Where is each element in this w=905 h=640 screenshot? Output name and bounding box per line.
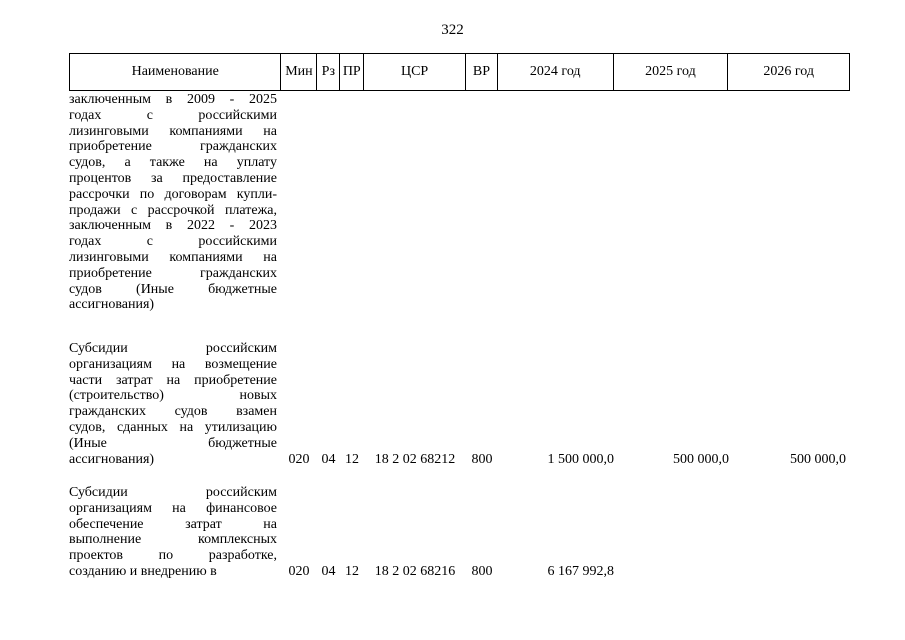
cell-pr: 12 [345, 564, 359, 579]
row-name-line: созданию и внедрению в [69, 563, 217, 579]
row-name-line: судов, сданных на утилизацию [69, 419, 277, 435]
row-name-line: Субсидии российским [69, 341, 277, 356]
row-name [69, 485, 277, 580]
cell-y2025: 500 000,0 [673, 451, 729, 467]
row-name-line: годах с российскими [69, 107, 277, 123]
cell-y2026: 500 000,0 [790, 451, 846, 467]
cell-min: 020 [288, 564, 310, 579]
row-name-line: приобретение гражданских [69, 139, 277, 155]
cell-pr: 12 [345, 451, 359, 467]
row-name-line: лизинговыми компаниями на [69, 249, 277, 265]
header-vr: ВР [466, 54, 498, 90]
table-header [69, 53, 850, 91]
cell-y2024: 6 167 992,8 [547, 564, 614, 579]
row-name [69, 341, 277, 467]
cell-y2024: 1 500 000,0 [547, 451, 614, 467]
row-name-line: проектов по разработке, [69, 548, 277, 564]
cell-min: 020 [288, 451, 310, 467]
row-name-line: судов (Иные бюджетные [69, 281, 277, 297]
cell-rz: 04 [321, 451, 336, 467]
row-name-line: Субсидии российским [69, 485, 277, 500]
header-pr: ПР [340, 54, 364, 90]
row-name-line: ассигнования) [69, 451, 155, 467]
row-name-line: судов, а также на уплату [69, 155, 277, 171]
row-name [69, 92, 277, 313]
page-number: 322 [441, 22, 464, 38]
row-name-line: лизинговыми компаниями на [69, 123, 277, 139]
header-rz: Рз [317, 54, 340, 90]
header-2024: 2024 год [498, 54, 614, 90]
row-name-line: продажи с рассрочкой платежа, [69, 202, 277, 218]
cell-csr: 18 2 02 68212 [374, 451, 456, 467]
row-name-line: выполнение комплексных [69, 532, 277, 548]
row-name-line: ассигнования) [69, 297, 155, 313]
header-csr: ЦСР [364, 54, 466, 90]
row-name-line: организациям на возмещение [69, 356, 277, 372]
row-name-line: приобретение гражданских [69, 265, 277, 281]
row-name-line: рассрочки по договорам купли- [69, 186, 277, 202]
cell-vr: 800 [471, 564, 493, 579]
row-name-line: части затрат на приобретение [69, 372, 277, 388]
row-name-line: процентов за предоставление [69, 170, 277, 186]
row-name-line: обеспечение затрат на [69, 516, 277, 532]
row-name-line: заключенным в 2009 - 2025 [69, 92, 277, 107]
header-min: Мин [281, 54, 317, 90]
row-name-line: (Иные бюджетные [69, 435, 277, 451]
cell-csr: 18 2 02 68216 [374, 564, 456, 579]
header-name: Наименование [70, 54, 281, 90]
row-name-line: заключенным в 2022 - 2023 [69, 218, 277, 234]
cell-rz: 04 [321, 564, 336, 579]
header-2026: 2026 год [763, 64, 814, 79]
row-name-line: годах с российскими [69, 234, 277, 250]
cell-vr: 800 [471, 451, 493, 467]
header-2025: 2025 год [614, 54, 729, 90]
row-name-line: организациям на финансовое [69, 500, 277, 516]
row-name-line: (строительство) новых [69, 388, 277, 404]
row-name-line: гражданских судов взамен [69, 404, 277, 420]
